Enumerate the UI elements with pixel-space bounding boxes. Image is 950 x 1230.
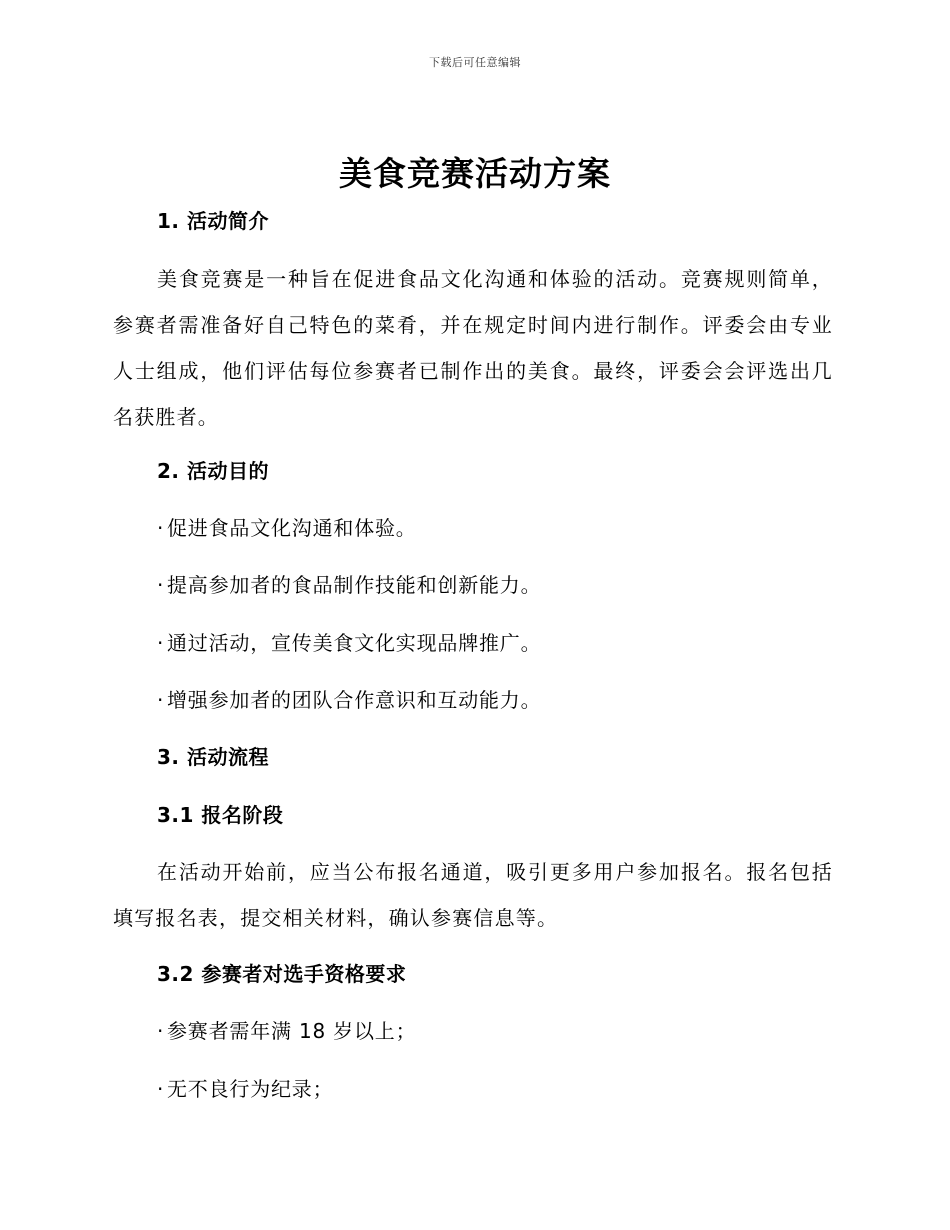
header-note: 下载后可任意编辑 — [429, 56, 521, 69]
section-heading-process: 3. 活动流程 — [157, 745, 269, 769]
requirement-list-item — [157, 1016, 416, 1046]
subsection-heading-requirements: 3.2 参赛者对选手资格要求 — [157, 962, 407, 986]
purpose-list-item — [157, 513, 417, 543]
purpose-list-item — [157, 628, 541, 658]
signup-paragraph: 在活动开始前，应当公布报名通道，吸引更多用户参加报名。报名包括填写报名表，提交相关材料，确认参赛信息等。 — [113, 860, 833, 930]
bullet-dot: · — [157, 1019, 165, 1043]
document-title: 美食竞赛活动方案 — [339, 154, 611, 193]
bullet-dot: · — [157, 1077, 165, 1101]
intro-paragraph: 美食竞赛是一种旨在促进食品文化沟通和体验的活动。竞赛规则简单，参赛者需准备好自己特色的菜肴，并在规定时间内进行制作。评委会由专业人士组成，他们评估每位参赛者已制作出的美食。最终，评委会会评选出几名获胜者。 — [113, 267, 833, 429]
purpose-item-text: 促进食品文化沟通和体验。 — [167, 516, 417, 540]
requirement-item-text: 无不良行为纪录； — [167, 1077, 334, 1101]
purpose-item-text: 增强参加者的团队合作意识和互动能力。 — [167, 688, 542, 712]
purpose-item-text: 提高参加者的食品制作技能和创新能力。 — [167, 573, 542, 597]
bullet-dot: · — [157, 516, 165, 540]
purpose-item-text: 通过活动，宣传美食文化实现品牌推广。 — [167, 631, 542, 655]
purpose-list-item — [157, 570, 541, 600]
purpose-list-item — [157, 685, 541, 715]
requirement-list-item — [157, 1074, 333, 1104]
requirement-item-text: 参赛者需年满 18 岁以上； — [167, 1019, 417, 1043]
bullet-dot: · — [157, 573, 165, 597]
section-heading-purpose: 2. 活动目的 — [157, 459, 269, 483]
bullet-dot: · — [157, 688, 165, 712]
bullet-dot: · — [157, 631, 165, 655]
section-heading-intro: 1. 活动简介 — [157, 209, 269, 233]
subsection-heading-signup: 3.1 报名阶段 — [157, 803, 284, 827]
